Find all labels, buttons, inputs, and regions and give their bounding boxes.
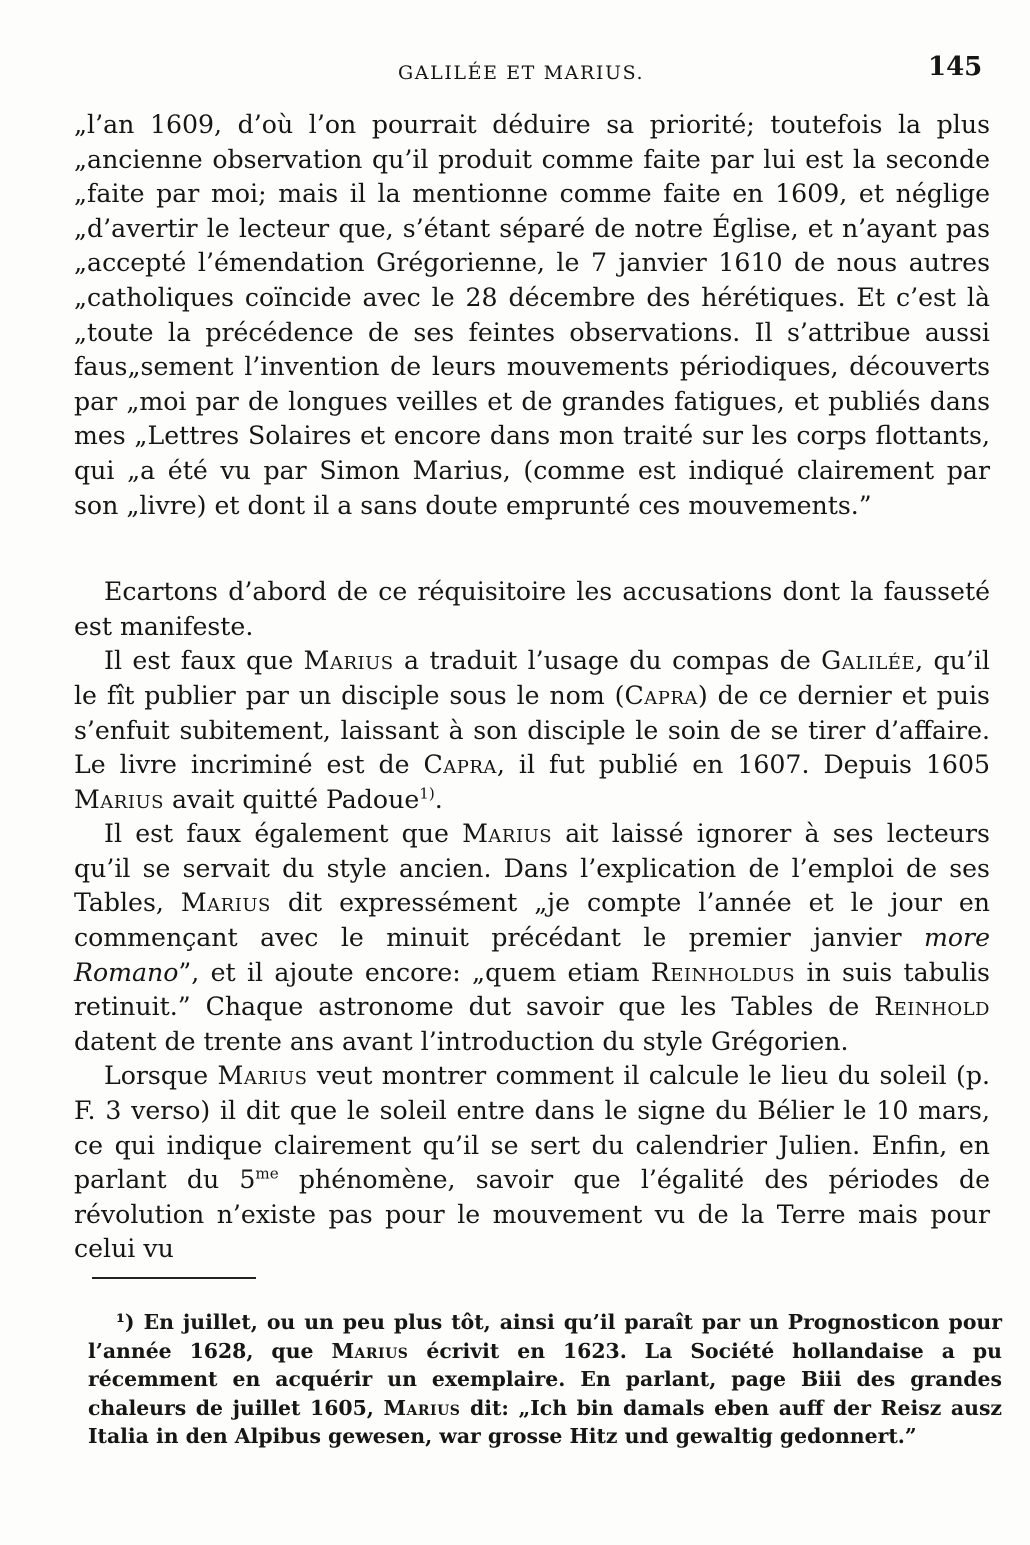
paragraph-4: Lorsque Marius veut montrer comment il calcule le lieu du soleil (p. F. 3 verso) il dit que le soleil entre dans le signe du Bélier le 10 mars, ce qui indique clairement qu’il se sert du calendrier Julien. Enfin, en parlant du $5^{me}$ phénomène, savoir que l’égalité des périodes de révolution n’existe pas pour le mouvement vu de la Terre mais pour celui vu — [74, 1061, 991, 1264]
footnote-marker: ¹) — [116, 1310, 135, 1335]
name-reinholdus: Reinholdus — [650, 957, 796, 987]
name-marius: Marius — [383, 1395, 461, 1420]
running-title: GALILÉE ET MARIUS. — [398, 62, 645, 84]
name-marius: Marius — [217, 1061, 308, 1091]
name-galilee: Galilée — [821, 646, 916, 676]
galileo-quote: „l’an 1609, d’où l’on pourrait déduire sa priorité; toutefois la plus „ancienne observation qu’il produit comme faite par lui est la seconde „faite par moi; mais il la mentionne comme faite en 1609, et néglige „d’avertir le lecteur que, s’étant séparé de notre Église, et n’ayant pas „accepté l’émendation Grégorienne, le 7 janvier 1610 de nous autres „catholiques coïncide avec le 28 décembre des hérétiques. Et c’est là „toute la précédence de ses feintes observations. Il s’attribue aussi faus„sement l’invention de leurs mouvements périodiques, découverts par „moi par de longues veilles et de grandes fatigues, et publiés dans mes „Lettres Solaires et encore dans mon traité sur les corps flottants, qui „a été vu par Simon Marius, (comme est indiqué clairement par son „livre) et dont il a sans doute emprunté ces mouvements.” — [74, 110, 990, 520]
footnote-reference: 1) — [419, 784, 435, 803]
page-header — [0, 48, 1030, 92]
name-capra: Capra — [423, 750, 497, 780]
italic-more-romano: more Romano — [74, 923, 990, 987]
name-marius: Marius — [303, 646, 394, 676]
paragraph-2: Il est faux que Marius a traduit l’usage du compas de Galilée, qu’il le fît publier par un disciple sous le nom (Capra) de ce dernier et puis s’enfuit subitement, laissant à son disciple le soin de se tirer d’affaire. Le livre incriminé est de Capra, il fut publié en 1607. Depuis 1605 Marius avait quitté Padoue$^{1)}$. — [74, 646, 990, 814]
name-reinhold: Reinhold — [874, 992, 990, 1022]
name-marius: Marius — [462, 819, 553, 849]
superscript-me: me — [255, 1164, 279, 1183]
page-number: 145 — [928, 52, 983, 82]
paragraph-1: Ecartons d’abord de ce réquisitoire les accusations dont la fausseté est manifeste. — [74, 577, 990, 641]
name-capra: Capra — [624, 680, 698, 710]
name-marius: Marius — [180, 888, 271, 918]
body-text — [74, 108, 990, 1267]
footnote-rule — [92, 1277, 256, 1279]
name-marius: Marius — [74, 784, 164, 814]
footnote: ¹) En juillet, ou un peu plus tôt, ainsi qu’il paraît par un Prognosticon pour l’année 1628, que Marius écrivit en 1623. La Société hollandaise a pu récemment en acquérir un exemplaire. En parlant, page Biii des grandes chaleurs de juillet 1605, Marius dit: „Ich bin damals eben auff der Reisz ausz Italia in den Alpibus gewesen, war grosse Hitz und gewaltig gedonnert.” — [88, 1310, 1002, 1449]
name-marius: Marius — [331, 1338, 409, 1363]
paragraph-3: Il est faux également que Marius ait laissé ignorer à ses lecteurs qu’il se servait du style ancien. Dans l’explication de l’emploi de ses Tables, Marius dit expressément „je compte l’année et le jour en commençant avec le minuit précédant le premier janvier more Romano”, et il ajoute encore: „quem etiam Reinholdus in suis tabulis retinuit.” Chaque astronome dut savoir que les Tables de Reinhold datent de trente ans avant l’introduction du style Grégorien. — [74, 819, 991, 1056]
